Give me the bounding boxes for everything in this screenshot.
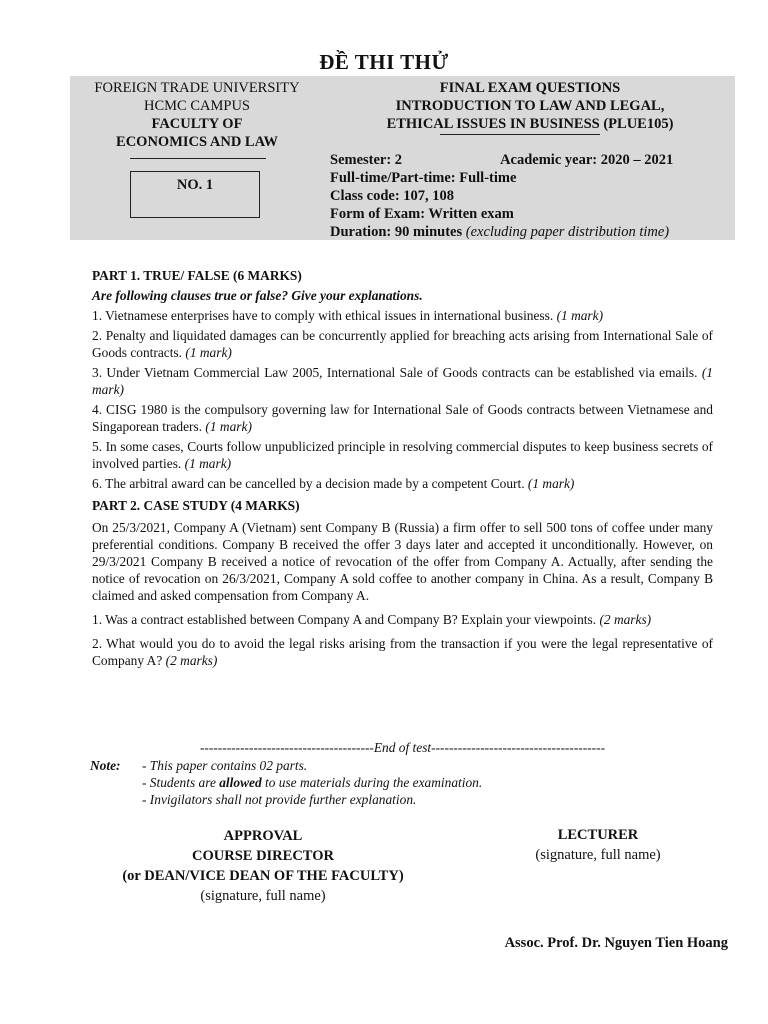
approval-block <box>90 826 436 906</box>
class-code: Class code: 107, 108 <box>330 188 455 204</box>
duration-note: (excluding paper distribution time) <box>465 224 670 240</box>
lecturer-title: LECTURER <box>557 827 639 843</box>
list-item: 2. Penalty and liquidated damages can be concurrently applied for breaching acts arising from International Sale of Goods contracts. (1 mark) <box>92 328 713 360</box>
question-item: 1. Was a contract established between Company A and Company B? Explain your viewpoints. (2 marks) <box>92 612 652 627</box>
approval-title: APPROVAL <box>223 828 303 844</box>
note-line-3: - Invigilators shall not provide further explanation. <box>142 792 417 807</box>
exam-title-line-3: ETHICAL ISSUES IN BUSINESS (PLUE105) <box>386 116 674 132</box>
campus-name: HCMC CAMPUS <box>144 98 250 114</box>
faculty-line-2: ECONOMICS AND LAW <box>116 134 278 150</box>
note-line-1: - This paper contains 02 parts. <box>142 758 308 773</box>
university-block <box>72 79 322 151</box>
duration: Duration: 90 minutes <box>330 224 463 240</box>
semester: Semester: 2 <box>330 152 403 168</box>
study-mode: Full-time/Part-time: Full-time <box>330 170 517 186</box>
part1-instruction: Are following clauses true or false? Give your explanations. <box>92 288 423 303</box>
note-label: Note: <box>90 758 121 773</box>
faculty-line-1: FACULTY OF <box>151 116 243 132</box>
list-item: 1. Vietnamese enterprises have to comply with ethical issues in international business. (1 mark) <box>92 308 604 323</box>
list-item: 5. In some cases, Courts follow unpublicized principle in resolving commercial disputes to keep business secrets of involved parties. (1 mark) <box>92 439 713 471</box>
exam-title-line-2: INTRODUCTION TO LAW AND LEGAL, <box>395 98 665 114</box>
approval-signature-hint: (signature, full name) <box>200 888 326 904</box>
academic-year: Academic year: 2020 – 2021 <box>500 152 674 168</box>
right-divider <box>440 134 600 135</box>
question-item: 2. What would you do to avoid the legal risks arising from the transaction if you were the legal representative of Company A? (2 marks) <box>92 636 713 668</box>
exam-number-box: NO. 1 <box>130 171 260 218</box>
exam-title-line-1: FINAL EXAM QUESTIONS <box>439 80 621 96</box>
university-name: FOREIGN TRADE UNIVERSITY <box>94 80 300 96</box>
list-item: 6. The arbitral award can be cancelled by a decision made by a competent Court. (1 mark) <box>92 476 575 491</box>
end-of-test: ---------------------------------------End of test--------------------------------------- <box>199 740 606 755</box>
list-item: 4. CISG 1980 is the compulsory governing law for International Sale of Goods contracts between Vietnamese and Singaporean traders. (1 mark) <box>92 402 713 434</box>
case-study-text: On 25/3/2021, Company A (Vietnam) sent Company B (Russia) a firm offer to sell 500 tons of coffee under many preferential conditions. Company B received the offer 3 days later and accepted it unconditionally. However, on 29/3/2021 Company B received a notice of revocation of the offer from Company A. Actually, after sending the notice of revocation on 26/3/2021, Company A sold coffee to another company in China. As a result, Company B claimed and asked compensation from Company A. <box>92 520 713 603</box>
left-divider <box>130 158 266 159</box>
exam-form: Form of Exam: Written exam <box>330 206 514 222</box>
list-item: 3. Under Vietnam Commercial Law 2005, International Sale of Goods contracts can be established via emails. (1 mark) <box>92 365 713 397</box>
exam-info <box>330 151 735 241</box>
note-allowed: allowed <box>219 775 262 790</box>
note-block: Note: - This paper contains 02 parts. - Students are allowed to use materials during the examination. - Invigilators shall not provide further explanation. <box>90 758 483 807</box>
page-title: ĐỀ THI THỬ <box>319 50 449 74</box>
part1-heading: PART 1. TRUE/ FALSE (6 MARKS) <box>92 268 302 283</box>
lecturer-signature-hint: (signature, full name) <box>535 847 661 863</box>
approval-dean: (or DEAN/VICE DEAN OF THE FACULTY) <box>122 868 404 884</box>
lecturer-block <box>498 825 698 865</box>
exam-title-block <box>330 79 730 133</box>
exam-body <box>92 263 713 669</box>
approval-course-director: COURSE DIRECTOR <box>192 848 334 864</box>
part2-heading: PART 2. CASE STUDY (4 MARKS) <box>92 498 300 513</box>
signer-name: Assoc. Prof. Dr. Nguyen Tien Hoang <box>504 935 728 951</box>
